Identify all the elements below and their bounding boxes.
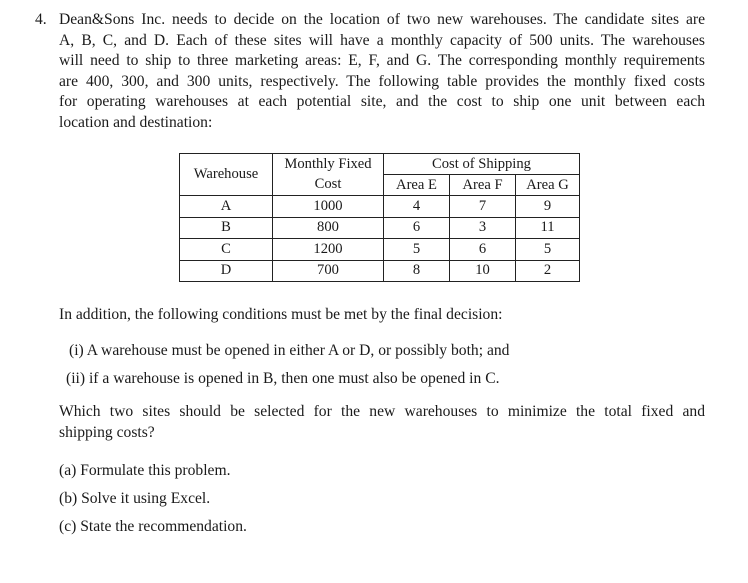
area-f-cell: 7 <box>450 196 516 218</box>
warehouse-cell: C <box>180 239 273 261</box>
task-item: (a) Formulate this problem. <box>59 462 231 479</box>
area-e-cell: 6 <box>384 217 450 239</box>
warehouse-cell: B <box>180 217 273 239</box>
area-g-cell: 2 <box>516 260 580 282</box>
area-e-cell: 5 <box>384 239 450 261</box>
prompt-line: shipping costs? <box>59 423 155 441</box>
prompt-line: Which two sites should be selected for the new warehouses to minimize the total fixed and <box>59 403 705 420</box>
condition-item: (ii) if a warehouse is opened in B, then one must also be opened in C. <box>66 370 500 387</box>
fixed-cost-cell: 700 <box>273 260 384 282</box>
table-row <box>180 260 580 282</box>
area-f-cell: 6 <box>450 239 516 261</box>
fixed-cost-cell: 1200 <box>273 239 384 261</box>
condition-item: (i) A warehouse must be opened in either A or D, or possibly both; and <box>69 342 510 359</box>
fixed-cost-cell: 800 <box>273 217 384 239</box>
area-f-cell: 3 <box>450 217 516 239</box>
intro-line: A, B, C, and D. Each of these sites will have a monthly capacity of 500 units. The warehouses <box>59 31 705 49</box>
warehouse-cell: D <box>180 260 273 282</box>
header-area-g: Area G <box>516 175 580 196</box>
table-row <box>180 239 580 261</box>
task-item: (b) Solve it using Excel. <box>59 490 211 507</box>
header-fixed-cost: Monthly Fixed <box>273 154 384 175</box>
intro-line: will need to ship to three marketing areas: E, F, and G. The corresponding monthly requirements <box>59 52 705 70</box>
intro-line: for operating warehouses at each potential site, and the cost to ship one unit between each <box>59 93 705 111</box>
header-area-e: Area E <box>384 175 450 196</box>
intro-line: are 400, 300, and 300 units, respectively. The following table provides the monthly fixed costs <box>59 72 705 90</box>
question-prompt <box>59 402 705 443</box>
task-item: (c) State the recommendation. <box>59 518 247 535</box>
area-g-cell: 9 <box>516 196 580 218</box>
intro-line: location and destination: <box>59 113 213 131</box>
header-cost-of-shipping: Cost of Shipping <box>384 154 580 175</box>
fixed-cost-cell: 1000 <box>273 196 384 218</box>
table-row <box>180 196 580 218</box>
header-fixed-cost-line2: Cost <box>273 175 384 196</box>
cost-table <box>179 153 580 282</box>
header-area-f: Area F <box>450 175 516 196</box>
area-g-cell: 11 <box>516 217 580 239</box>
area-f-cell: 10 <box>450 260 516 282</box>
area-g-cell: 5 <box>516 239 580 261</box>
question-intro <box>59 10 705 134</box>
area-e-cell: 4 <box>384 196 450 218</box>
conditions-intro: In addition, the following conditions must be met by the final decision: <box>59 306 503 323</box>
intro-line: Dean&Sons Inc. needs to decide on the location of two new warehouses. The candidate sites are <box>59 11 705 28</box>
table-row <box>180 217 580 239</box>
question-number: 4. <box>35 11 47 28</box>
area-e-cell: 8 <box>384 260 450 282</box>
warehouse-cell: A <box>180 196 273 218</box>
header-warehouse: Warehouse <box>180 154 273 196</box>
